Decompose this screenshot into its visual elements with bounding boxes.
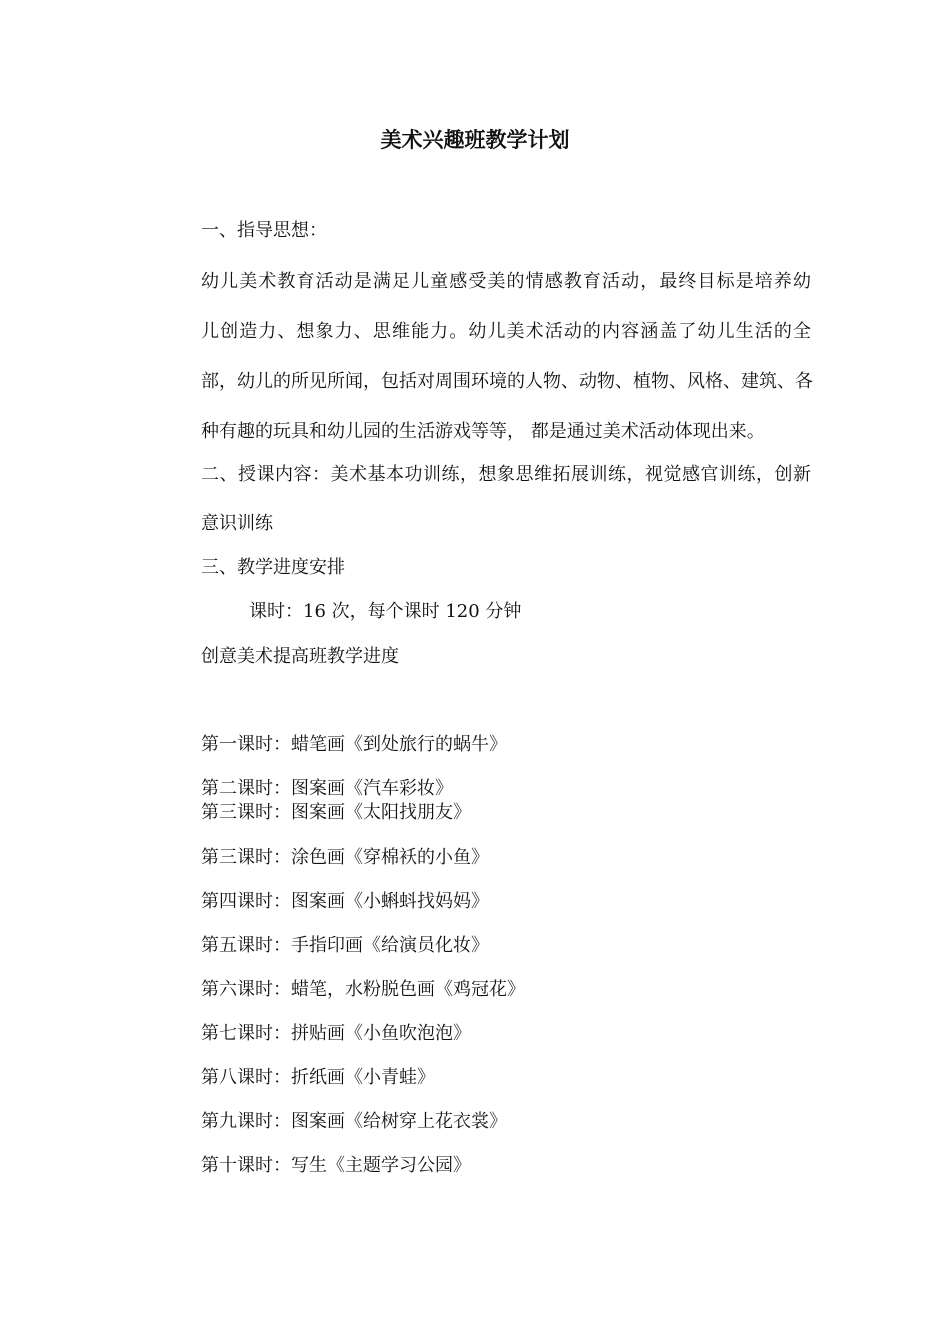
paragraph-line: 幼儿美术教育活动是满足儿童感受美的情感教育活动，最终目标是培养幼 bbox=[201, 271, 811, 292]
schedule-hours: 课时：16 次，每个课时 120 分钟 bbox=[249, 601, 522, 622]
paragraph-line: 种有趣的玩具和幼儿园的生活游戏等等， 都是通过美术活动体现出来。 bbox=[201, 421, 765, 442]
paragraph-line: 部，幼儿的所见所闻，包括对周围环境的人物、动物、植物、风格、建筑、各 bbox=[201, 371, 813, 392]
lesson-item: 第九课时：图案画《给树穿上花衣裳》 bbox=[201, 1111, 507, 1132]
lesson-item: 第八课时：折纸画《小青蛙》 bbox=[201, 1067, 435, 1088]
lesson-item: 第七课时：拼贴画《小鱼吹泡泡》 bbox=[201, 1023, 471, 1044]
lesson-item: 第二课时：图案画《汽车彩妆》 bbox=[201, 778, 453, 799]
lesson-item: 第三课时：图案画《太阳找朋友》 bbox=[201, 802, 471, 823]
lesson-item: 第十课时：写生《主题学习公园》 bbox=[201, 1155, 471, 1176]
lesson-item: 第六课时：蜡笔，水粉脱色画《鸡冠花》 bbox=[201, 979, 525, 1000]
section-course-content: 二、授课内容：美术基本功训练，想象思维拓展训练，视觉感官训练，创新 bbox=[201, 464, 811, 485]
section-course-content-continued: 意识训练 bbox=[201, 513, 273, 534]
lesson-item: 第五课时：手指印画《给演员化妆》 bbox=[201, 935, 489, 956]
schedule-subtitle: 创意美术提高班教学进度 bbox=[201, 646, 399, 667]
lesson-item: 第一课时：蜡笔画《到处旅行的蜗牛》 bbox=[201, 734, 507, 755]
paragraph-line: 儿创造力、想象力、思维能力。幼儿美术活动的内容涵盖了幼儿生活的全 bbox=[201, 321, 811, 342]
lesson-item: 第三课时：涂色画《穿棉袄的小鱼》 bbox=[201, 847, 489, 868]
lesson-item: 第四课时：图案画《小蝌蚪找妈妈》 bbox=[201, 891, 489, 912]
section-heading-guiding-thought: 一、指导思想： bbox=[201, 220, 327, 241]
document-title: 美术兴趣班教学计划 bbox=[380, 127, 570, 152]
section-heading-schedule: 三、教学进度安排 bbox=[201, 557, 345, 578]
